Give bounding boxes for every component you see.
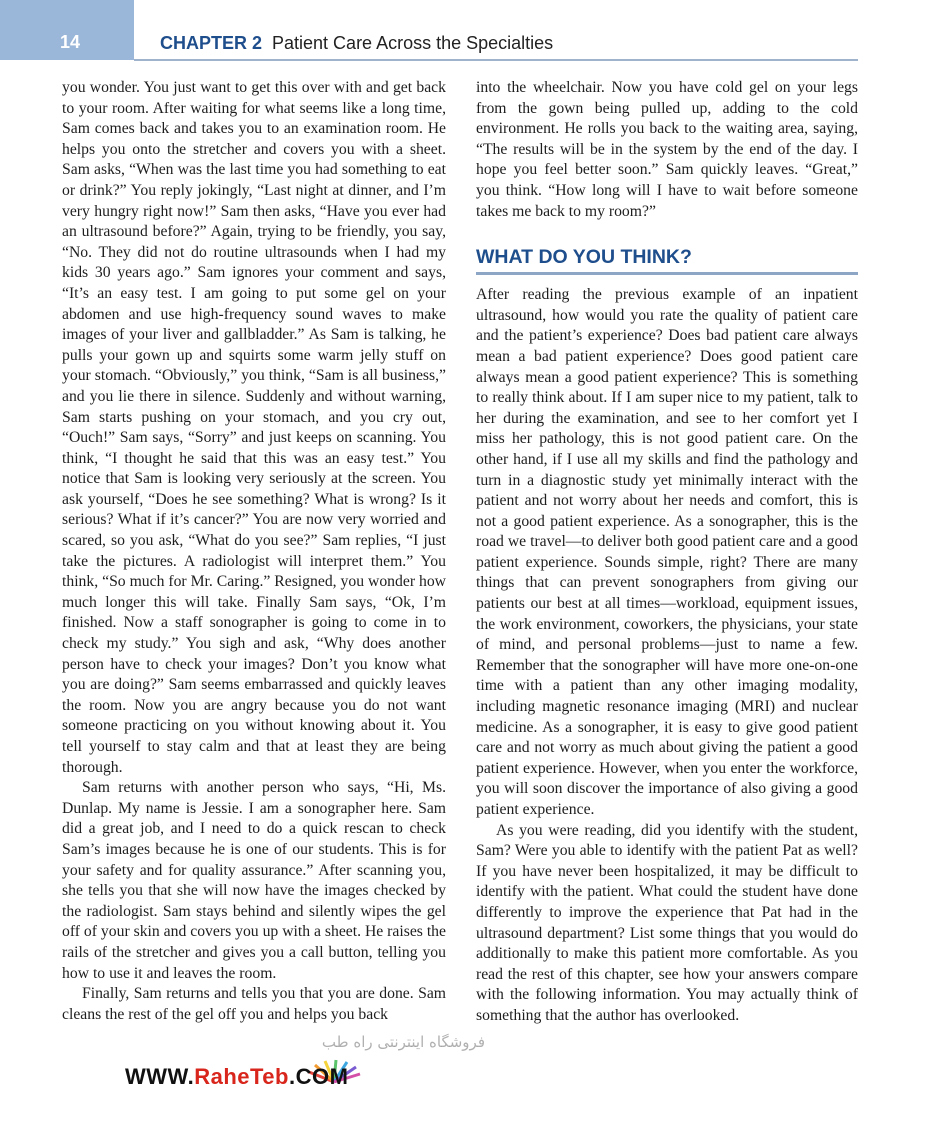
watermark-persian-text: فروشگاه اینترنتی راه طب [321,1033,485,1051]
watermark-url-suffix: .COM [288,1064,349,1089]
section-heading: WHAT DO YOU THINK? [476,245,858,275]
left-column [62,78,446,1025]
watermark [125,1033,485,1130]
header-rule [134,59,858,61]
watermark-url-prefix: WWW. [125,1064,195,1089]
chapter-title: Patient Care Across the Specialties [272,33,554,53]
chapter-label: CHAPTER 2 [160,33,263,53]
page-number: 14 [60,32,81,52]
body-paragraph: Sam returns with another person who says, “Hi, Ms. Dunlap. My name is Jessie. I am a sonographer here. Sam did a great job, and I need to do a quick rescan to check Sam’s images because he is one of our students. This is for your safety and for quality assurance.” After scanning you, she tells you that she will now have the images checked by the radiologist. Sam stays behind and silently wipes the gel off of your skin and covers you up with a sheet. He raises the rails of the stretcher and gives you a call button, telling you how to use it and leaves the room. [62,779,446,982]
running-header [160,33,553,54]
body-paragraph: you wonder. You just want to get this over with and get back to your room. After waiting for what seems like a long time, Sam comes back and takes you to an examination room. He helps you onto the stretcher and covers you with a sheet. Sam asks, “When was the last time you had something to eat or drink?” You reply jokingly, “Last night at dinner, and I’m very hungry right now!” Sam then asks, “Have you ever had an ultrasound before?” Again, trying to be friendly, you say, “No. They did not do routine ultrasounds when I had my kids 30 years ago.” Sam ignores your comment and says, “It’s an easy test. I am going to put some gel on your abdomen and use high-frequency sound waves to make images of your liver and gallbladder.” As Sam is talking, he pulls your gown up and squirts some warm jelly stuff on your stomach. “Obviously,” you think, “Sam is all business,” and you lie there in silence. Suddenly and without warning, Sam starts pushing on your stomach, and you cry out, “Ouch!” Sam says, “Sorry” and just keeps on scanning. You think, “I thought he said that this was an easy test.” You notice that Sam is looking very seriously at the screen. You ask yourself, “Does he see something? What is wrong? Is it serious? What if it’s cancer?” You are now very worried and scared, so you ask, “What do you see?” Sam replies, “I just take the pictures. A radiologist will interpret them.” You think, “So much for Mr. Caring.” Resigned, you wonder how much longer this will take. Finally Sam says, “Ok, I’m finished. Now a staff sonographer is going to come in to check my study.” You sigh and ask, “Why does another person have to check your images? Don’t you know what you are doing?” Sam seems embarrassed and quickly leaves the room. Now you are angry because you do not want someone practicing on you without knowing about it. You tell yourself to stay calm and that at least they are being thorough. [62,79,446,776]
right-column [476,78,858,1027]
body-paragraph: into the wheelchair. Now you have cold gel on your legs from the gown being pulled up, adding to the cold environment. He rolls you back to the waiting area, saying, “The results will be in the system by the end of the day. I hope you feel better soon.” Sam quickly leaves. “Great,” you think. “How long will I have to wait before someone takes me back to my room?” [476,79,858,220]
body-paragraph: Finally, Sam returns and tells you that you are done. Sam cleans the rest of the gel off you and helps you back [62,985,446,1023]
body-paragraph: As you were reading, did you identify with the student, Sam? Were you able to identify with the patient Pat as well? If you have never been hospitalized, it may be difficult to identify with the patient. What could the student have done differently to improve the experience that Pat had in the ultrasound department? List some things that you would do additionally to make this patient more comfortable. As you read the rest of this chapter, see how your answers compare with the following information. You may actually think of something that the author has overlooked. [476,821,858,1024]
section-body [476,285,858,1026]
watermark-url[interactable] [125,1064,348,1090]
watermark-url-brand: RaheTeb [194,1064,289,1089]
body-paragraph: After reading the previous example of an inpatient ultrasound, how would you rate the quality of patient care and the patient’s experience? Does bad patient care always mean a bad patient experience? Does good patient care always mean a good patient experience? This is something to really think about. If I am super nice to my patient, talk to her during the examination, and see to her comfort yet I miss her pathology, this is not good patient care. On the other hand, if I use all my skills and find the pathology and turn in a diagnostic study yet minimally interact with the patient and not worry about her needs and comfort, this is not a good patient experience. As a sonographer, this is the road we travel—to deliver both good patient care and a good patient experience. Sounds simple, right? There are many things that can prevent sonographers from giving our patients our best at all times—workload, equipment issues, the work environment, coworkers, the physicians, your state of mind, and personal problems—just to name a few. Remember that the sonographer will have more one-on-one time with a patient than any other imaging modality, including magnetic resonance imaging (MRI) and nuclear medicine. As a sonographer, it is easy to give good patient care and not worry as much about giving the patient a good patient experience. However, when you enter the workforce, you will soon discover the importance of also giving a good patient experience. [476,286,858,818]
